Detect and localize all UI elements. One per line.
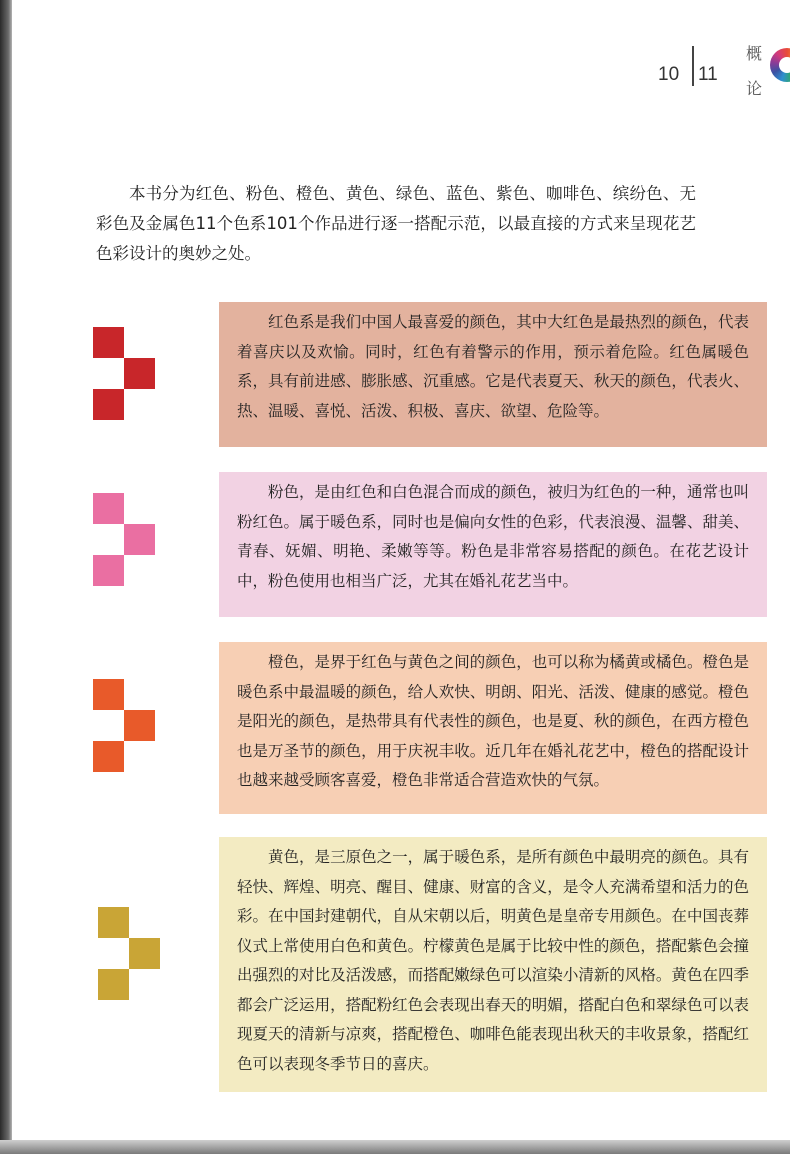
page-number-left: 10 <box>658 64 680 85</box>
orange-square-icon <box>93 741 124 772</box>
orange-square-icon <box>124 710 155 741</box>
orange-square-icon <box>93 679 124 710</box>
intro-paragraph: 本书分为红色、粉色、橙色、黄色、绿色、蓝色、紫色、咖啡色、缤纷色、无彩色及金属色11个色系101个作品进行逐一搭配示范，以最直接的方式来呈现花艺色彩设计的奥妙之处。 <box>96 183 696 263</box>
pink-square-icon <box>124 524 155 555</box>
red-square-icon <box>124 358 155 389</box>
page-number-right: 11 <box>698 64 718 85</box>
page-header <box>650 38 790 98</box>
book-bottom-edge <box>0 1140 790 1154</box>
section-title-char-2: 论 <box>746 79 763 98</box>
red-square-icon <box>93 327 124 358</box>
red-description-box: 红色系是我们中国人最喜爱的颜色，其中大红色是最热烈的颜色，代表着喜庆以及欢愉。同时，红色有着警示的作用，预示着危险。红色属暖色系，具有前进感、膨胀感、沉重感。它是代表夏天、秋天的颜色，代表火、热、温暖、喜悦、活泼、积极、喜庆、欲望、危险等。 <box>219 302 767 447</box>
page-number-divider <box>692 46 694 86</box>
yellow-description-box: 黄色，是三原色之一，属于暖色系，是所有颜色中最明亮的颜色。具有轻快、辉煌、明亮、醒目、健康、财富的含义，是令人充满希望和活力的色彩。在中国封建朝代，自从宋朝以后，明黄色是皇帝专用颜色。在中国丧葬仪式上常使用白色和黄色。柠檬黄色是属于比较中性的颜色，搭配紫色会撞出强烈的对比及活泼感，而搭配嫩绿色可以渲染小清新的风格。黄色在四季都会广泛运用，搭配粉红色会表现出春天的明媚，搭配白色和翠绿色可以表现夏天的清新与凉爽，搭配橙色、咖啡色能表现出秋天的丰收景象，搭配红色可以表现冬季节日的喜庆。 <box>219 837 767 1092</box>
yellow-square-icon <box>98 907 129 938</box>
book-page <box>12 0 790 1140</box>
pink-description-box: 粉色，是由红色和白色混合而成的颜色，被归为红色的一种，通常也叫粉红色。属于暖色系，同时也是偏向女性的色彩，代表浪漫、温馨、甜美、青春、妩媚、明艳、柔嫩等等。粉色是非常容易搭配的颜色。在花艺设计中，粉色使用也相当广泛，尤其在婚礼花艺当中。 <box>219 472 767 617</box>
pink-square-icon <box>93 555 124 586</box>
color-wheel-icon <box>770 48 790 82</box>
red-square-icon <box>93 389 124 420</box>
orange-description-box: 橙色，是界于红色与黄色之间的颜色，也可以称为橘黄或橘色。橙色是暖色系中最温暖的颜色，给人欢快、明朗、阳光、活泼、健康的感觉。橙色是阳光的颜色，是热带具有代表性的颜色，也是夏、秋的颜色，在西方橙色也是万圣节的颜色，用于庆祝丰收。近几年在婚礼花艺中，橙色的搭配设计也越来越受顾客喜爱，橙色非常适合营造欢快的气氛。 <box>219 642 767 814</box>
yellow-square-icon <box>129 938 160 969</box>
pink-square-icon <box>93 493 124 524</box>
section-title-char-1: 概 <box>746 44 763 63</box>
yellow-square-icon <box>98 969 129 1000</box>
